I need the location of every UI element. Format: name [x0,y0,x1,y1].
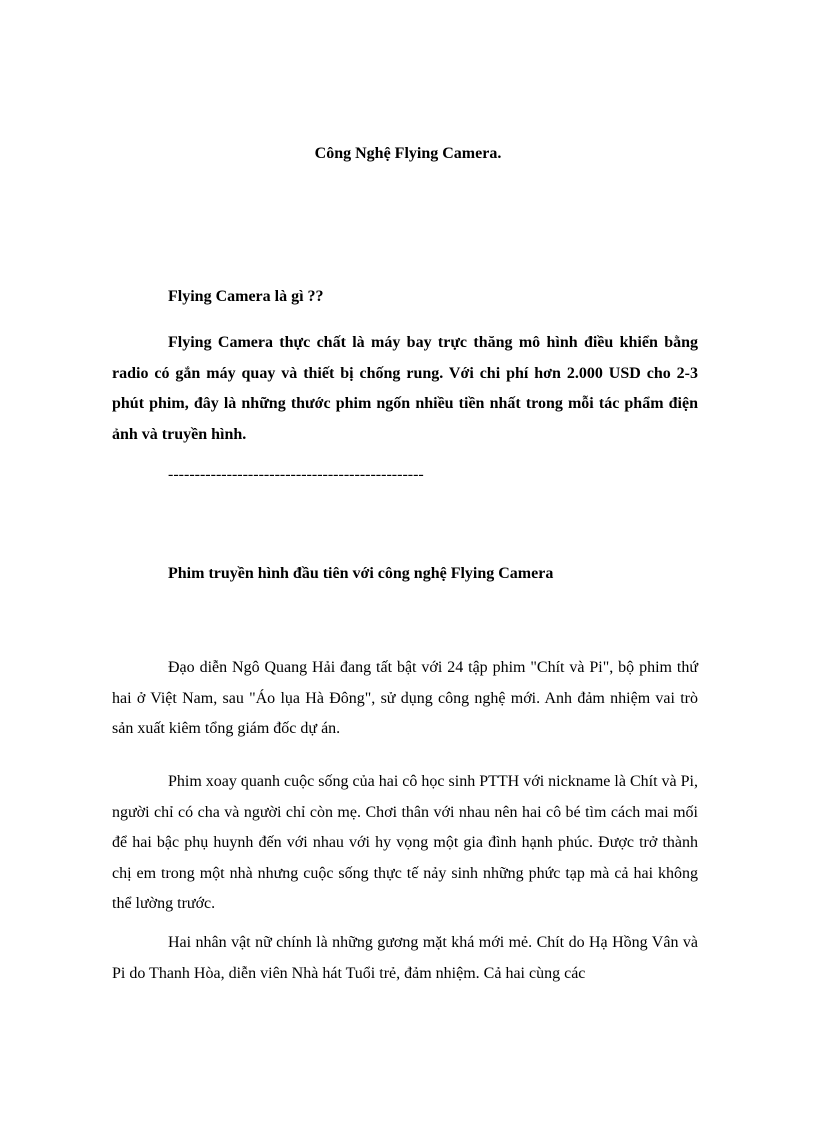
section2-paragraph-1: Đạo diễn Ngô Quang Hải đang tất bật với 24 tập phim "Chít và Pi", bộ phim thứ hai ở Việt Nam, sau "Áo lụa Hà Đông", sử dụng công nghệ mới. Anh đảm nhiệm vai trò sản xuất kiêm tổng giám đốc dự án. [112,659,698,737]
section1-heading: Flying Camera là gì ?? [168,288,324,305]
section2-heading: Phim truyền hình đầu tiên với công nghệ Flying Camera [168,565,554,582]
document-title: Công Nghệ Flying Camera. [314,145,502,162]
section2-paragraph-3: Hai nhân vật nữ chính là những gương mặt khá mới mẻ. Chít do Hạ Hồng Vân và Pi do Thanh Hòa, diễn viên Nhà hát Tuổi trẻ, đảm nhiệm. Cả hai cùng các [112,934,698,982]
section2-paragraph-2: Phim xoay quanh cuộc sống của hai cô học sinh PTTH với nickname là Chít và Pi, người chỉ có cha và người chỉ còn mẹ. Chơi thân với nhau nên hai cô bé tìm cách mai mối để hai bậc phụ huynh đến với nhau với hy vọng một gia đình hạnh phúc. Được trở thành chị em trong một nhà nhưng cuộc sống thực tế nảy sinh những phức tạp mà cả hai không thể lường trước. [112,773,698,912]
separator-line: ------------------------------------------------ [168,466,424,483]
section1-paragraph: Flying Camera thực chất là máy bay trực thăng mô hình điều khiển bằng radio có gắn máy quay và thiết bị chống rung. Với chi phí hơn 2.000 USD cho 2-3 phút phim, đây là những thước phim ngốn nhiều tiền nhất trong mỗi tác phẩm điện ảnh và truyền hình. [112,334,698,443]
